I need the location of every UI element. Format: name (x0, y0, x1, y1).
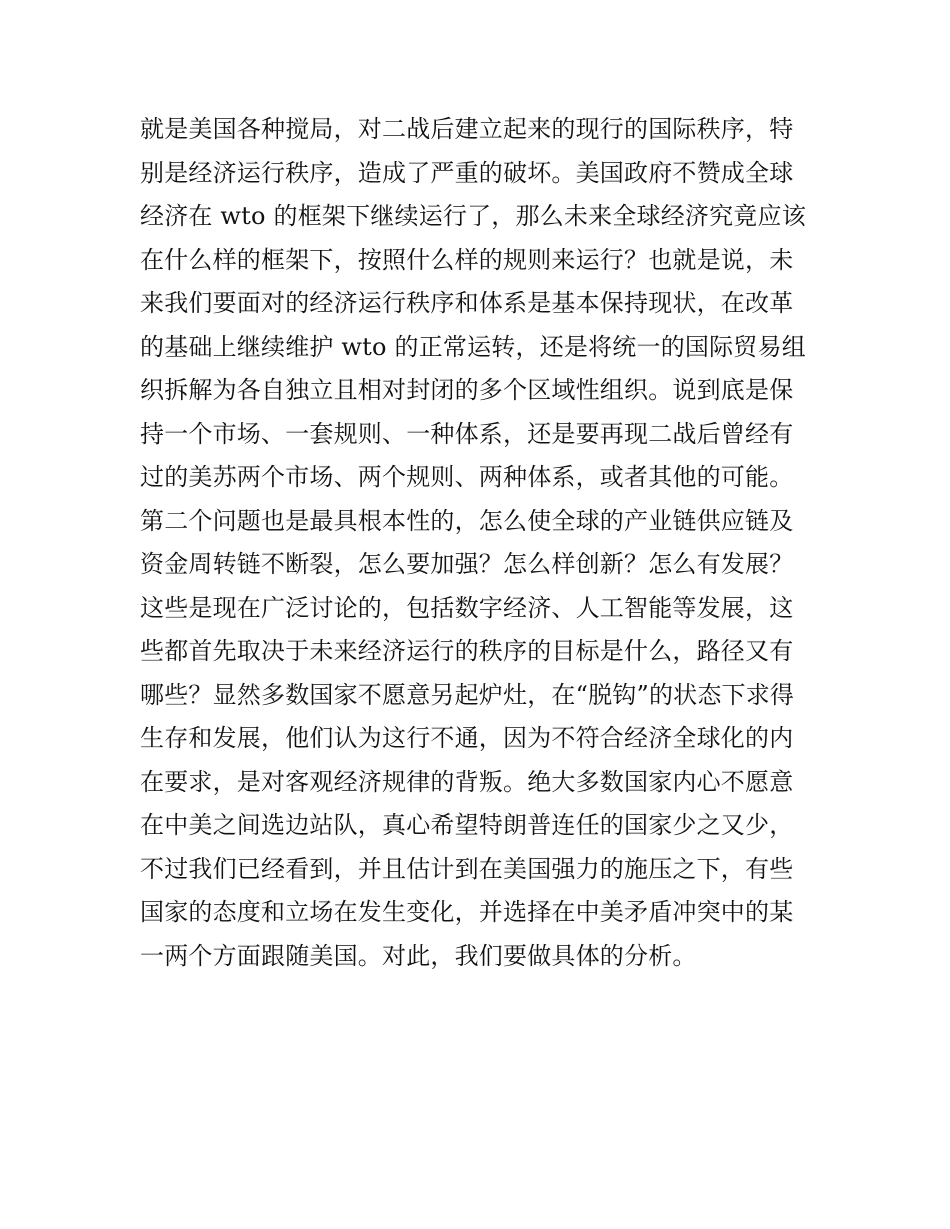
text-line: 过的美苏两个市场、两个规则、两种体系，或者其他的可能。 (140, 463, 794, 491)
text-line: 国家的态度和立场在发生变化，并选择在中美矛盾冲突中的某 (140, 898, 794, 926)
text-line: 些都首先取决于未来经济运行的秩序的目标是什么，路径又有 (140, 637, 794, 665)
text-line: 在什么样的框架下，按照什么样的规则来运行？也就是说，未 (140, 245, 794, 274)
text-line: 不过我们已经看到，并且估计到在美国强力的施压之下，有些 (140, 854, 794, 883)
text-line: 的基础上继续维护 wto 的正常运转，还是将统一的国际贸易组 (140, 332, 806, 361)
text-line: 资金周转链不断裂，怎么要加强？怎么样创新？怎么有发展？ (140, 550, 794, 578)
text-line: 这些是现在广泛讨论的，包括数字经济、人工智能等发展，这 (140, 593, 794, 622)
text-line: 一两个方面跟随美国。对此，我们要做具体的分析。 (140, 941, 697, 970)
text-line: 在要求，是对客观经济规律的背叛。绝大多数国家内心不愿意 (140, 767, 794, 796)
text-line: 来我们要面对的经济运行秩序和体系是基本保持现状，在改革 (140, 289, 794, 317)
text-line: 第二个问题也是最具根本性的，怎么使全球的产业链供应链及 (140, 506, 794, 535)
text-line: 别是经济运行秩序，造成了严重的破坏。美国政府不赞成全球 (140, 158, 794, 187)
text-line: 就是美国各种搅局，对二战后建立起来的现行的国际秩序，特 (140, 115, 794, 143)
text-line: 生存和发展，他们认为这行不通，因为不符合经济全球化的内 (140, 724, 794, 752)
text-line: 在中美之间选边站队，真心希望特朗普连任的国家少之又少， (140, 811, 794, 839)
text-line: 织拆解为各自独立且相对封闭的多个区域性组织。说到底是保 (140, 376, 794, 404)
body-text (140, 108, 812, 978)
text-line: 哪些？显然多数国家不愿意另起炉灶，在“脱钩”的状态下求得 (140, 680, 795, 709)
text-line: 经济在 wto 的框架下继续运行了，那么未来全球经济究竟应该 (140, 202, 806, 230)
text-line: 持一个市场、一套规则、一种体系，还是要再现二战后曾经有 (140, 419, 794, 448)
